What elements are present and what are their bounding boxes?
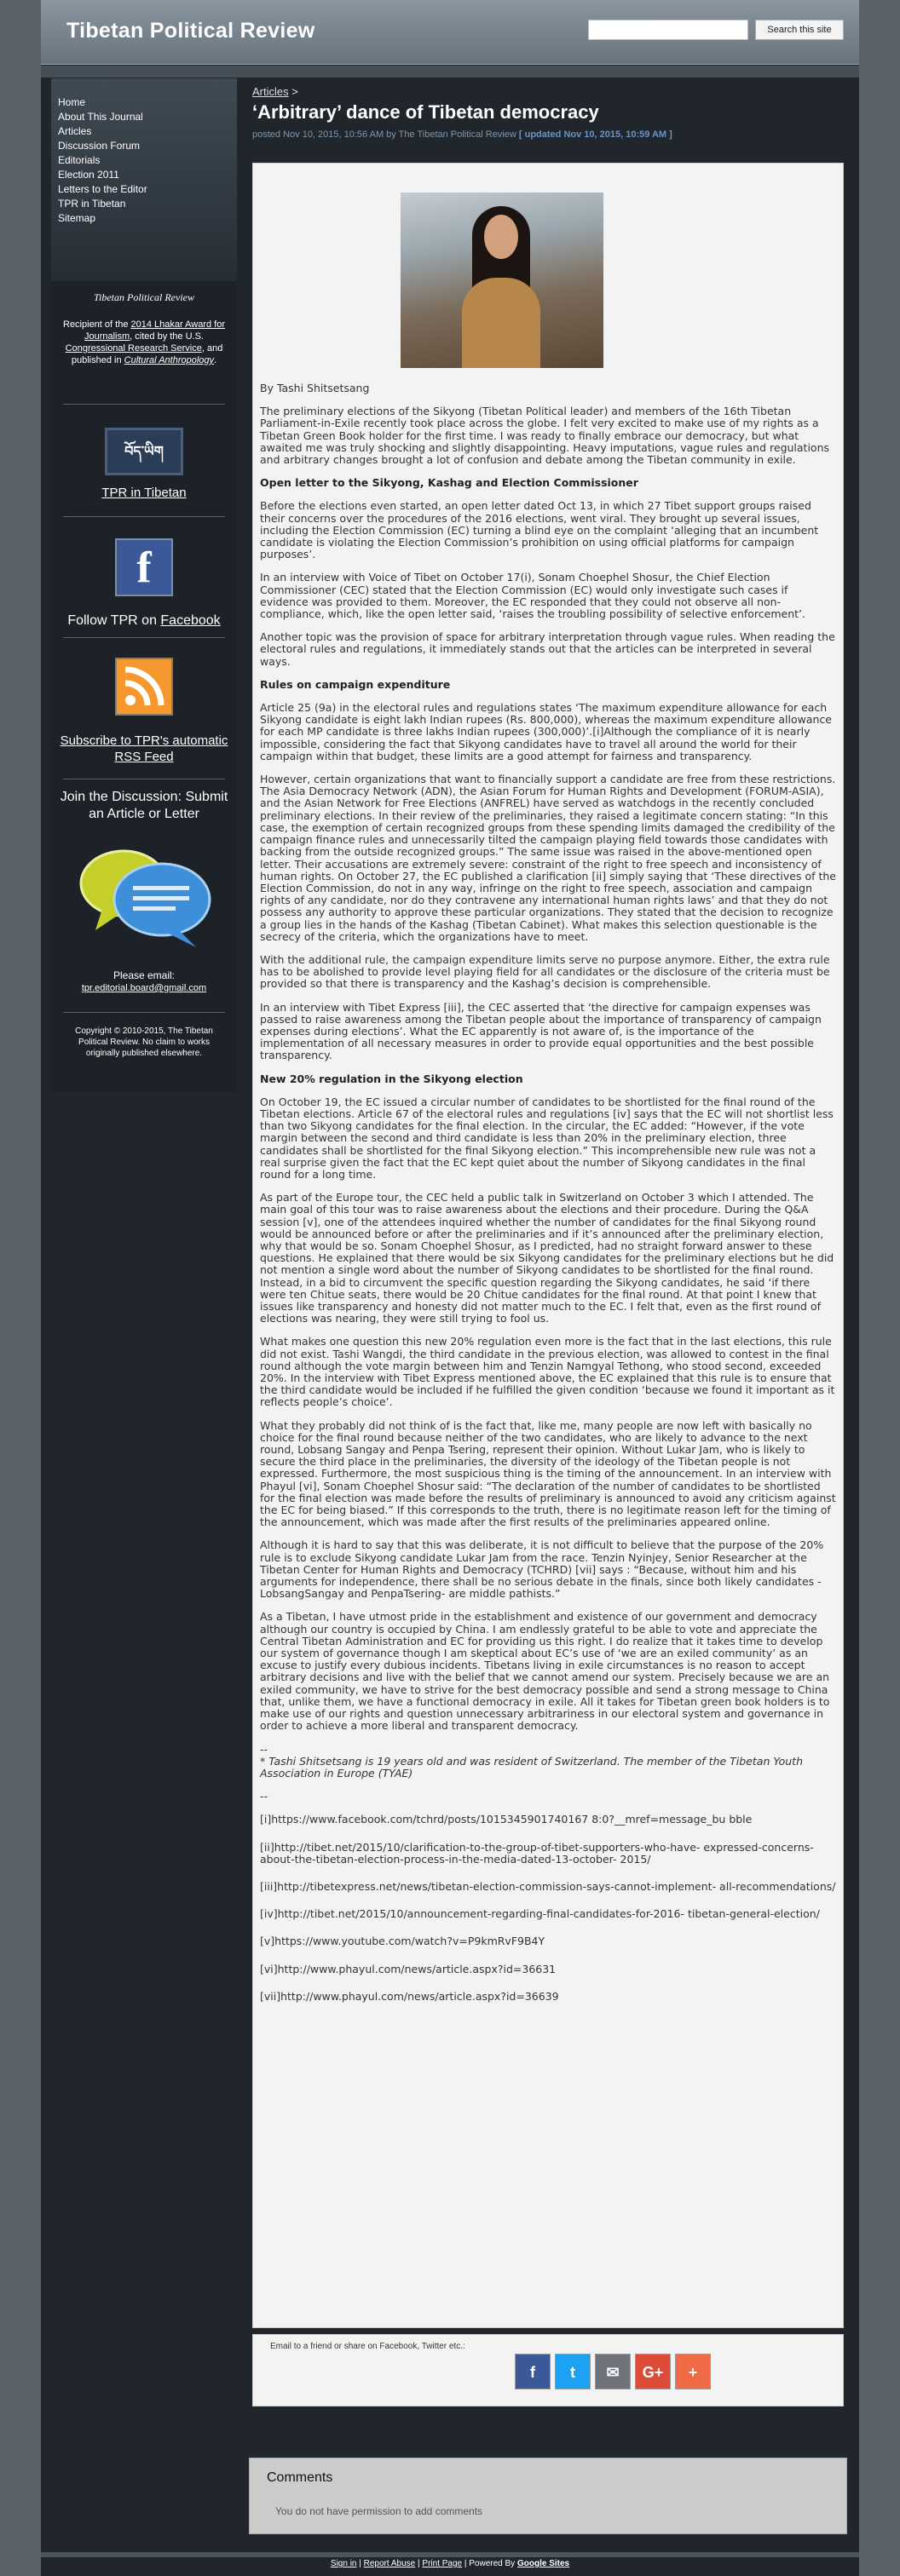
paragraph: What they probably did not think of is the fact that, like me, many people are now left with basically no choice for the final round because neither of the two candidates, who are likely to advance to the next round, Lobsang Sangay and Penpa Tsering, represent their opinion. Without Lukar Jam, who is likely to secure the third place in the preliminaries, the diversity of the ideology of the Tibetan people is not expressed. Furthermore, the most suspicious thing is the timing of the announcement. In an interview with Phayul [vi], Sonam Choephel Shosur said: “The declaration of the number of candidates to be shortlisted for the final election was made before the results of preliminary is announced to avoid any criticism against the EC for being biased.” If this corresponds to the truth, there is no legitimate reason left for the timing of the announcement, which was made after the first results of the preliminaries appeared online.	[260, 1418, 836, 1529]
separator: --	[260, 1790, 268, 1803]
sidebar-divider	[63, 637, 225, 638]
paragraph: Although it is hard to say that this was deliberate, it is not difficult to believe that the purpose of the 20% rule is to exclude Sikyong candidate Lukar Jam from the race. Tenzin Nyinjey, Senior Researcher at the Tibetan Center for Human Rights and Democracy (TCHRD) [vii] says : “Because, without him and his arguments for independence, there shall be no serious debate in the finals, since both likely candidates - LobsangSangay and PenpaTsering- are middle pathists.”	[260, 1538, 824, 1601]
reference-link[interactable]: [vi]http://www.phayul.com/news/article.aspx?id=36631	[260, 1962, 557, 1975]
separator: --	[260, 1742, 268, 1756]
paragraph: In an interview with Tibet Express [iii], the CEC asserted that ‘the directive for campaign expenses was passed to raise awareness among the Tibetan people about the importance of transparency of campaign expenses during elections’. What the EC apparently is not aware of, is the importance of the implementation of all necessary measures in order to provide equal opportunities and the best possible transparency.	[260, 1000, 822, 1062]
reference-link[interactable]: [v]https://www.youtube.com/watch?v=P9kmRvF9B4Y	[260, 1935, 545, 1948]
nav-letters[interactable]: Letters to the Editor	[58, 183, 147, 195]
header-strip	[41, 66, 859, 78]
print-page-link[interactable]: Print Page	[422, 2559, 463, 2568]
tpr-description	[63, 319, 225, 366]
author-photo	[401, 193, 603, 368]
search-input[interactable]	[588, 20, 748, 40]
section-heading: Rules on campaign expenditure	[260, 677, 451, 691]
desc-text-2: , cited by the U.S.	[130, 331, 204, 342]
sidebar-divider	[63, 516, 225, 517]
reference-link[interactable]: [i]https://www.facebook.com/tchrd/posts/1015345901740167 8:0?__mref=message_bu bble	[260, 1813, 753, 1826]
more-share-icon[interactable]: +	[675, 2354, 711, 2389]
facebook-share-icon[interactable]: f	[515, 2354, 551, 2389]
sidebar	[51, 78, 237, 1092]
paragraph: As a Tibetan, I have utmost pride in the establishment and existence of our government and democracy although our country is occupied by China. I am endlessly grateful to be able to vote and appreciate the Central Tibetan Administration and EC for providing us this right. I do realize that it takes time to develop our system of governance though I am skeptical about EC’s use of ‘we are an exiled community’ as an excuse to justify every dubious incidents. Tibetans living in exile circumstances is no reason to accept arbitrary decisions and live with the belief that we cannot amend our system. Precisely because we are an exiled community, we have to strive for the best democracy possible and send a strong message to China that, unlike them, we have a functional democracy in exile. All it takes for Tibetan green book holders is to make use of our rights and question unnecessary arbitrariness in our electoral system and governance in order to achieve a more liberal and transparent democracy.	[260, 1610, 830, 1733]
share-label: Email to a friend or share on Facebook, Twitter etc.:	[270, 2342, 465, 2351]
crs-link[interactable]: Congressional Research Service	[65, 343, 202, 354]
paragraph: The preliminary elections of the Sikyong (Tibetan Political leader) and members of the 16th Tibetan Parliament-in-Exile recently took place across the globe. I felt very excited to make use of my rights as a Tibetan Green Book holder for the first time. I was ready to finally embrace our democracy, but what awaited me was truly shocking and slightly disappointing. Heavy imputations, vague rules and regulations and arbitrary changes brought a lot of confusion and debate among the Tibetan community in exile.	[260, 405, 830, 467]
tpr-heading: Tibetan Political Review	[94, 291, 194, 303]
comments-section	[249, 2458, 847, 2534]
site-header	[41, 0, 859, 65]
paragraph: However, certain organizations that want to financially support a candidate are free from these restrictions. The Asia Democracy Network (ADN), the Asian Forum for Human Rights and Development (FORUM-ASIA), and the Asian Network for Free Elections (ANFREL) have served as watchdogs in the recently concluded preliminary elections. In their review of the preliminaries, they raised a legitimate concern stating: “In this case, the exemption of certain recognized groups from these spending limits damaged the credibility of the campaign finance rules and unnecessarily tilted the campaign playing field towards those candidates with backing from the outside recognized groups.” The same issue was raised in the above-mentioned open letter. Their accusations are extremely severe: constraint of the right to free speech and inconsistency of human rights. On October 27, the EC published a clarification [ii] simply saying that ‘These directives of the Election Commission, do not in any way, infringe on the right to free speech, association and campaign rights of any candidate, nor do they contravene any international human rights laws’ and that they do not possess any authority to approve these particular organizations. They stated that the decision to recognize a group lies in the hands of the Kashag (Tibetan Cabinet). What makes this selection questionable is the secrecy of the criteria, which the organizations have to meet.	[260, 773, 836, 943]
section-heading: Open letter to the Sikyong, Kashag and Election Commissioner	[260, 476, 638, 490]
posted-info: posted Nov 10, 2015, 10:56 AM by The Tibetan Political Review	[252, 129, 516, 140]
paragraph: In an interview with Voice of Tibet on October 17(i), Sonam Choephel Shosur, the Chief Election Commissioner (CEC) stated that the Election Commission (EC) would only investigate such cases if evidence was provided to them. Moreover, the EC responded that they could not observe all non-compliance, which, like the open letter said, ‘raises the troubling possibility of selective enforcement’.	[260, 571, 805, 621]
page-title: ‘Arbitrary’ dance of Tibetan democracy	[252, 101, 599, 123]
chat-bubbles-icon	[77, 845, 213, 949]
reference-link[interactable]: [iii]http://tibetexpress.net/news/tibetan-election-commission-says-cannot-implement- all-recommendations/	[260, 1879, 836, 1893]
breadcrumb-separator: >	[288, 85, 298, 98]
nav-sitemap[interactable]: Sitemap	[58, 212, 96, 224]
sidebar-divider	[63, 1012, 225, 1013]
post-meta	[252, 129, 672, 140]
tpr-tibetan-link[interactable]: TPR in Tibetan	[101, 486, 187, 500]
paragraph: Before the elections even started, an open letter dated Oct 13, in which 27 Tibet support groups raised their concerns over the procedures of the 2016 elections, went viral. They brought up several issues, including the Election Commission (EC) turning a blind eye on the complaint ‘alleging that an incumbent candidate is violating the Election Commission’s prohibition on using official platforms for campaign purposes’.	[260, 499, 819, 561]
comments-permission-message: You do not have permission to add comments	[275, 2505, 483, 2517]
rss-icon[interactable]	[115, 658, 173, 716]
share-panel	[252, 2334, 844, 2406]
copyright-text: Copyright © 2010-2015, The Tibetan Political Review. No claim to works originally published elsewhere.	[75, 1026, 213, 1058]
updated-info: [ updated Nov 10, 2015, 10:59 AM ]	[518, 129, 672, 140]
reference-link[interactable]: [vii]http://www.phayul.com/news/article.aspx?id=36639	[260, 1989, 559, 2003]
footer-separator: |	[415, 2559, 423, 2568]
byline: By Tashi Shitsetsang	[260, 382, 370, 394]
sidebar-divider	[63, 404, 225, 405]
paragraph: As part of the Europe tour, the CEC held a public talk in Switzerland on October 3 which I attended. The main goal of this tour was to raise awareness about the elections and their procedure. During the Q&A session [v], one of the attendees inquired whether the number of candidates for the final Sikyong round would be announced before or after the preliminaries and if it’s announced after the preliminary election, why that would be so. Sonam Choephel Shosur, as I predicted, had no straight forward answer to these questions. He explained that there would be six Sikyong candidates for the preliminary elections but he did not mention a single word about the number of Sikyong candidates to be shortlisted for the final round. Instead, in a bid to circumvent the specific question regarding the Sikyong candidates, he said ‘if there were ten Chitue seats, there would be 20 Chitue candidates for the final round. At that point I knew that issues like transparency and honesty did not matter much to the EC. I felt that, even as the first round of elections was nearing, they were still trying to fool us.	[260, 1191, 834, 1325]
post-content	[252, 163, 844, 2328]
footer-separator: |	[356, 2559, 364, 2568]
article-body	[260, 382, 836, 2018]
nav-home[interactable]: Home	[58, 96, 86, 108]
paragraph: Article 25 (9a) in the electoral rules and regulations states ‘The maximum expenditure allowance for each Sikyong candidate is eight lakh Indian rupees (Rs. 800,000), whereas the maximum expenditure allowance for each MP candidate is three lakhs Indian rupees (300,000)’.[i]Although the compliance of it is nearly impossible, considering the fact that Sikyong candidates have to travel all around the world for their campaign within that budget, these limits are a good attempt for fairness and transparency.	[260, 701, 832, 762]
nav-election-2011[interactable]: Election 2011	[58, 169, 119, 181]
site-title[interactable]: Tibetan Political Review	[66, 19, 315, 43]
reference-link[interactable]: [iv]http://tibet.net/2015/10/announcement-regarding-final-candidates-for-2016- tibetan-general-election/	[260, 1907, 820, 1921]
nav-discussion-forum[interactable]: Discussion Forum	[58, 140, 141, 152]
google-sites-link[interactable]: Google Sites	[516, 2559, 570, 2568]
sidebar-nav	[51, 78, 237, 281]
paragraph: With the additional rule, the campaign expenditure limits serve no purpose anymore. Either, the extra rule has to be abolished to provide level playing field for all candidates or the disclosure of the criteria must be provided so that there is transparency and the Kashag’s decision is comprehensible.	[260, 952, 830, 991]
nav-tpr-tibetan[interactable]: TPR in Tibetan	[58, 198, 126, 210]
join-discussion-text: Join the Discussion: Submit an Article or Letter	[60, 790, 228, 821]
sign-in-link[interactable]: Sign in	[330, 2559, 357, 2568]
nav-about[interactable]: About This Journal	[58, 111, 143, 123]
facebook-follow-text: Follow TPR on	[67, 613, 161, 628]
breadcrumb-articles[interactable]: Articles	[252, 85, 289, 98]
breadcrumb	[252, 85, 298, 98]
rss-subscribe-link[interactable]: Subscribe to TPR's automatic RSS Feed	[60, 733, 228, 764]
nav-editorials[interactable]: Editorials	[58, 154, 101, 166]
desc-text-3: , and published in	[71, 343, 223, 365]
photo-face	[484, 215, 518, 259]
desc-text-1: Recipient of the	[63, 319, 131, 330]
reference-link[interactable]: [ii]http://tibet.net/2015/10/clarification-to-the-group-of-tibet-supporters-who-have- expressed-concerns-about-the-tibetan-election-process-in-the-media-dated-13-october- 2015/	[260, 1840, 814, 1866]
email-share-icon[interactable]: ✉	[595, 2354, 631, 2389]
facebook-link[interactable]: Facebook	[160, 613, 221, 628]
facebook-icon[interactable]: f	[115, 538, 173, 596]
googleplus-share-icon[interactable]: G+	[635, 2354, 671, 2389]
email-label: Please email:	[112, 969, 176, 981]
tibetan-script-icon[interactable]: བོད་ཡིག	[105, 428, 183, 475]
paragraph: On October 19, the EC issued a circular number of candidates to be shortlisted for the final round of the Tibetan elections. Article 67 of the electoral rules and regulations [iv] says that the EC will not shortlist less than two Sikyong candidates for the final election. In the circular, the EC added: “However, if the vote margin between the second and third candidate is less than 20% in the preliminary election, three candidates shall be shortlisted for the final Sikyong election.” This incomprehensible new rule was not a real surprise given the fact that the EC kept quiet about the number of Sikyong candidates in the final round for a long time.	[260, 1095, 834, 1181]
nav-articles[interactable]: Articles	[58, 125, 92, 137]
search-button[interactable]: Search this site	[755, 20, 844, 40]
author-bio: * Tashi Shitsetsang is 19 years old and was resident of Switzerland. The member of the Tibetan Youth Association in Europe (TYAE)	[260, 1754, 803, 1780]
section-heading: New 20% regulation in the Sikyong election	[260, 1072, 523, 1085]
award-link[interactable]: 2014 Lhakar Award for Journalism	[84, 319, 225, 342]
twitter-share-icon[interactable]: t	[555, 2354, 591, 2389]
footer-separator: |	[462, 2559, 470, 2568]
facebook-follow[interactable]	[51, 613, 237, 629]
footer-bar	[41, 2552, 859, 2557]
journal-link[interactable]: Cultural Anthropology	[124, 355, 215, 365]
powered-by-text: Powered By	[469, 2559, 517, 2568]
paragraph: What makes one question this new 20% regulation even more is the fact that in the last elections, this rule did not exist. Tashi Wangdi, the third candidate in the previous election, was allowed to contest in the final round although the vote margin between him and Tenzin Namgyal Tethong, who stood second, exceeded 20%. In the interview with Tibet Express mentioned above, the EC explained that this rule is to ensure that the third candidate would be included if he fulfilled the given condition ‘because we found it important as it reflects people’s choice’.	[260, 1335, 835, 1409]
desc-text-4: .	[214, 355, 217, 365]
report-abuse-link[interactable]: Report Abuse	[363, 2559, 416, 2568]
paragraph: Another topic was the provision of space for arbitrary interpretation through vague rules. When reading the electoral rules and regulations, it immediately stands out that the articles can be interpreted in several ways.	[260, 630, 835, 668]
footer	[41, 2559, 859, 2568]
email-link[interactable]: tpr.editorial.board@gmail.com	[81, 983, 207, 993]
comments-title: Comments	[267, 2470, 333, 2485]
photo-body	[462, 278, 540, 368]
